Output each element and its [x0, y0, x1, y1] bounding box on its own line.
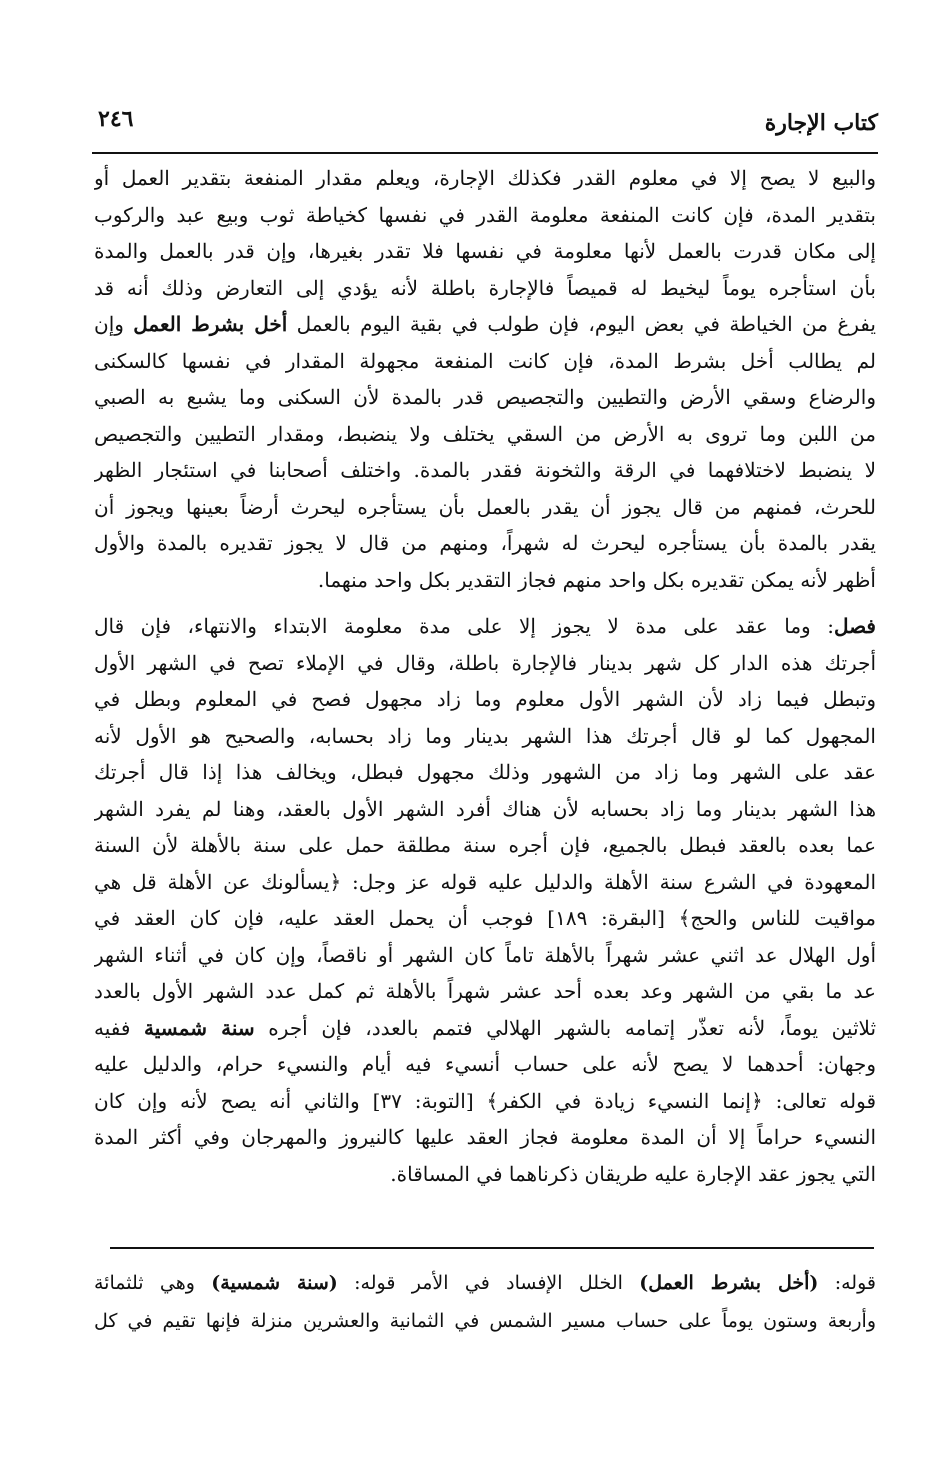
- text-line: من اللبن وما تروى به الأرض من السقي يختلف ولا ينضبط، ومقدار التطيين والتجصيص: [94, 421, 876, 446]
- text-line: عقد على الشهر وما زاد من الشهور وذلك مجهول فبطل، ويخالف هذا إذا قال أجرتك: [94, 760, 876, 784]
- text-line: المعهودة في الشرع سنة الأهلة والدليل عليه قوله عز وجل: ﴿يسألونك عن الأهلة قل هي: [94, 869, 876, 894]
- text-line: [94, 306, 876, 343]
- text-line: أول الهلال عد اثني عشر شهراً بالأهلة تاماً كان الشهر أو ناقصاً، وإن كان في أثناء الشهر: [94, 942, 876, 967]
- page-number: ٢٤٦: [98, 106, 134, 132]
- text-line: [94, 1010, 876, 1047]
- text-line: بأن استأجره يوماً ليخيط له قميصاً فالإجارة باطلة لأنه يؤدي إلى التعارض وذلك أنه قد: [94, 275, 876, 300]
- footnotes: [94, 1264, 876, 1340]
- text-segment: قوله:: [818, 1272, 876, 1294]
- footnote-line: وأربعة وستون يوماً على حساب مسير الشمس في الثمانية والعشرين منزلة فإنها تقيم في كل: [94, 1310, 876, 1332]
- text-line: وتبطل فيما زاد لأن الشهر الأول معلوم وما زاد مجهول فصح في المعلوم وبطل في: [94, 687, 876, 711]
- text-line: للحرث، فمنهم من قال يجوز أن يقدر بالعمل بأن يستأجره ليحرث أرضاً بعينها ويجوز أن: [94, 494, 876, 519]
- text-line: وجهان: أحدهما لا يصح لأنه على حساب أنسيء فيه أيام والنسيء حرام، والدليل عليه: [94, 1052, 876, 1076]
- text-segment: وإن: [94, 312, 134, 336]
- text-segment: ففيه: [94, 1015, 145, 1040]
- text-line: لا ينضبط لاختلافهما في الرقة والثخونة فقدر بالمدة. واختلف أصحابنا في استئجار الظهر: [94, 458, 876, 482]
- text-line: أجرتك هذه الدار كل شهر بدينار فالإجارة باطلة، وقال في الإملاء تصح في الشهر الأول: [94, 650, 876, 675]
- text-segment: وهي ثلثمائة: [94, 1272, 212, 1294]
- text-line: لم يطالب أخل بشرط المدة، فإن كانت المنفعة مجهولة المقدار في نفسها كالسكنى: [94, 348, 876, 373]
- footnote-term: (سنة شمسية): [211, 1272, 338, 1294]
- text-line: عد ما بقي من الشهر وعد بعده أحد عشر شهراً بالأهلة ثم كمل عدد الشهر الأول بالعدد: [94, 979, 876, 1003]
- footnote-line: [94, 1264, 876, 1302]
- header-title: كتاب الإجارة: [764, 110, 878, 136]
- emphasized-phrase: سنة شمسية: [144, 1015, 255, 1040]
- text-line: يقدر بالمدة بأن يستأجره ليحرث له شهراً، ومنهم من قال لا يجوز تقديره بالمدة والأول: [94, 531, 876, 555]
- text-segment: : وما عقد على مدة لا يجوز إلا على مدة معلومة الابتداء والانتهاء، فإن قال: [94, 614, 834, 638]
- text-segment: ثلاثين يوماً، لأنه تعذّر إتمامه بالشهر الهلالي فتمم بالعدد، فإن أجره: [254, 1015, 876, 1040]
- text-segment: الخلل الإفساد في الأمر قوله:: [337, 1272, 640, 1294]
- running-header: [86, 102, 878, 142]
- text-line: والرضاع وسقي الأرض والتطيين والتجصيص قدر بالمدة لأن السكنى وما يشبع به الصبي: [94, 385, 876, 409]
- text-line: هذا الشهر بدينار وما زاد بحسابه لأن هناك أفرد الشهر الأول بالعقد، وهنا لم يفرد الشهر: [94, 796, 876, 821]
- text-line: المجهول كما لو قال أجرتك هذا الشهر بدينار وما زاد بحسابه، والصحيح هو الأول لأنه: [94, 723, 876, 748]
- text-line: عما بعده بالعقد فبطل بالجميع، فإن أجره سنة مطلقة حمل على سنة بالأهلة لأن السنة: [94, 833, 876, 857]
- text-segment: يفرغ من الخياطة في بعض اليوم، فإن طولب في بقية اليوم بالعمل: [287, 312, 876, 336]
- text-line: أظهر لأنه يمكن تقديره بكل واحد منهم فجاز التقدير بكل واحد منهما.: [317, 567, 876, 592]
- paragraph-gap: [94, 598, 876, 608]
- text-line: مواقيت للناس والحج﴾ [البقرة: ١٨٩] فوجب أن يحمل العقد عليه، فإن كان العقد في: [94, 906, 876, 930]
- header-divider: [92, 152, 878, 154]
- text-line: النسيء حراماً إلا أن المدة معلومة فجاز العقد عليها كالنيروز والمهرجان وفي أكثر المدة: [94, 1125, 876, 1149]
- text-line: إلى مكان قدرت بالعمل لأنها معلومة في نفسها فلا تقدر بغيرها، وإن قدر بالعمل والمدة: [94, 239, 876, 263]
- footnote-term: (أخل بشرط العمل): [639, 1272, 819, 1294]
- text-line: التي يجوز عقد الإجارة عليه طريقان ذكرناهما في المساقاة.: [390, 1161, 876, 1186]
- text-line: والبيع لا يصح إلا في معلوم القدر فكذلك الإجارة، ويعلم مقدار المنفعة بتقدير العمل أو: [94, 166, 876, 190]
- main-text: [94, 160, 876, 1192]
- footnote-divider: [110, 1247, 874, 1249]
- section-label: فصل: [833, 614, 876, 638]
- text-line: [94, 608, 876, 645]
- text-line: قوله تعالى: ﴿إنما النسيء زيادة في الكفر﴾ [التوبة: ٣٧] والثاني أنه يصح لأنه وإن كان: [94, 1088, 876, 1113]
- text-line: بتقدير المدة، فإن كانت المنفعة معلومة القدر في نفسها كخياطة ثوب وبيع عبد والركوب: [94, 202, 876, 227]
- emphasized-phrase: أخل بشرط العمل: [133, 312, 288, 336]
